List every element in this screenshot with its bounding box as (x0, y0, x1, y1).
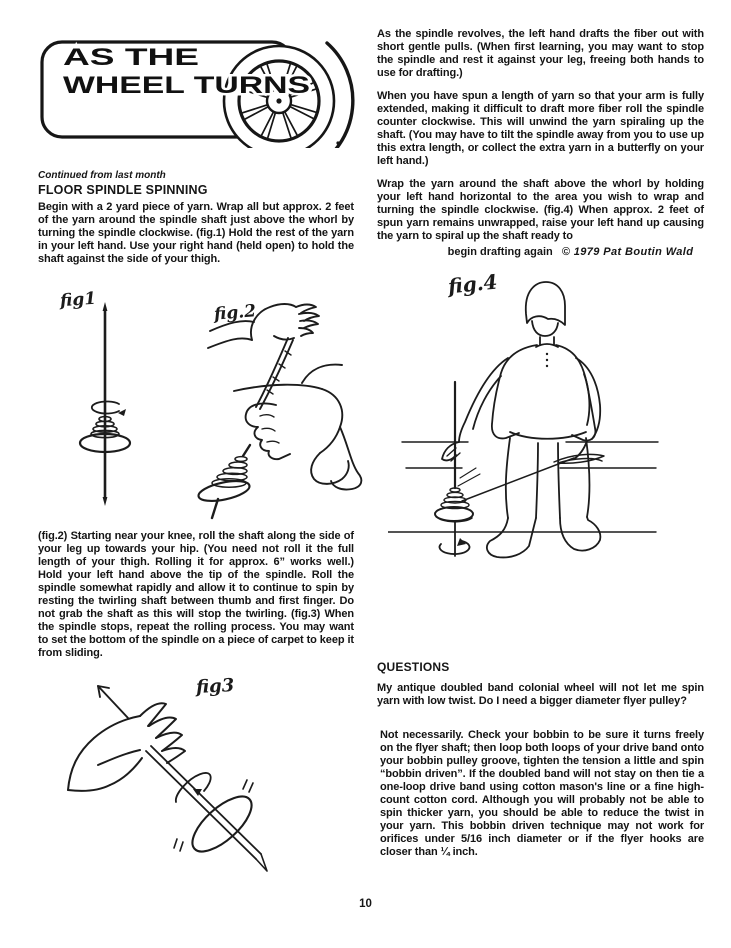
face (532, 321, 558, 336)
paragraph-intro: Begin with a 2 yard piece of yarn. Wrap all but approx. 2 feet of the yarn around the spindle shaft just above the whorl by turning the spindle clockwise. (fig.1) Hold the rest of the yarn in your left hand. Use your right hand (held open) to hold the shaft against the side of your thigh. (38, 201, 354, 265)
wrap-tail-text: begin drafting again (447, 246, 553, 258)
masthead-title-line2: WHEEL TURNS (63, 72, 310, 99)
fig2-label: fig.2 (213, 301, 257, 325)
right-boot (560, 517, 600, 551)
fig1-drawing (55, 288, 190, 520)
answer-text: Not necessarily. Check your bobbin to be sure it turns freely on the flyer shaft; then loop both loops of your drive band onto your bobbin pulley groove, tighten the tension a little and spin “bobbin driven”. If the doubled band will not stay on then tie a one-loop drive band using cotton mason's line or a fine high-count cotton cord. Although you will probably not be able to spin thicker yarn, you should be able to reduce the twist in your yarn. This bobbin driven technique may not work for orifices under 5/16 inch diameter or if the flyer hooks are closer than ¼ inch. (380, 729, 704, 858)
masthead-title-line1: AS THE (63, 44, 199, 71)
thumb (274, 336, 294, 340)
paragraph-wrap: Wrap the yarn around the shaft above the whorl by holding your left hand horizontal to the area you wish to wrap and turning the spindle clockwise. (fig.4) When approx. 2 feet of spun yarn remains unwrapped, raise your left hand up causing the yarn to spiral up the shaft ready to (377, 178, 704, 242)
paragraph-fig2: (fig.2) Starting near your knee, roll the shaft along the side of your leg up towards your hip. (You need not roll it the full length of your thigh. Rolling it for approx. 6” works well.) Hold your left hand above the tip of the spindle. Roll the spindle somewhat rapidly and allow it to continue to spin by resting the twirling shaft between thumb and first finger. Do not grab the shaft as this will stop the twirling. (fig.3) When the spindle stops, repeat the rolling process. You may want to set the bottom of the spindle on a piece of carpet to keep it from sliding. (38, 530, 354, 659)
thumb (98, 750, 140, 765)
head-hair (526, 282, 565, 325)
logo-dot (336, 141, 339, 144)
yarn-butterfly (554, 454, 604, 463)
yarn-line (462, 458, 574, 501)
continued-note: Continued from last month (38, 170, 166, 181)
fig1-label: fig1 (59, 288, 97, 312)
foot (311, 453, 349, 484)
smock-hem (510, 432, 586, 439)
spindle-shaft (146, 751, 256, 859)
left-boot (487, 518, 536, 557)
copyright-credit: © 1979 Pat Boutin Wald (561, 246, 694, 258)
thigh (234, 385, 322, 391)
right-leg (558, 443, 560, 518)
masthead-logo (33, 30, 373, 148)
whorl-disc (197, 477, 251, 504)
question-text: My antique doubled band colonial wheel will not let me spin yarn with low twist. Do I need a bigger diameter flyer pulley? (377, 682, 704, 707)
fig4-drawing (388, 272, 708, 612)
left-leg (506, 438, 510, 518)
paragraph-wrap-tail-line (377, 246, 731, 259)
fig3-label: fig3 (195, 675, 235, 698)
page-number: 10 (359, 898, 372, 910)
paragraph-unwind: When you have spun a length of yarn so that your arm is fully extended, making it difficult to draft more fiber roll the spindle counter clockwise. This will unwind the yarn spiraling up the shaft. (You may have to tilt the spindle away from you to use up this extra length, or collect the extra yarn in a butterfly on your left hand.) (377, 90, 704, 167)
background-lines (388, 442, 658, 532)
direction-arrow (98, 686, 128, 718)
fig3-drawing (50, 668, 360, 893)
section-heading-floor-spindle: FLOOR SPINDLE SPINNING (38, 183, 208, 197)
paragraph-drafting: As the spindle revolves, the left hand drafts the fiber out with short gentle pulls. (When first learning, you may want to stop the spindle and rest it against your leg, freeing both hands to use for drafting.) (377, 28, 704, 79)
fig2-drawing (190, 295, 370, 523)
questions-heading: QUESTIONS (377, 660, 450, 674)
right-sleeve (576, 358, 600, 439)
left-hand (442, 442, 459, 460)
smock-left (492, 345, 537, 438)
gripping-hand (246, 403, 290, 459)
fig4-label: fig.4 (446, 269, 499, 299)
